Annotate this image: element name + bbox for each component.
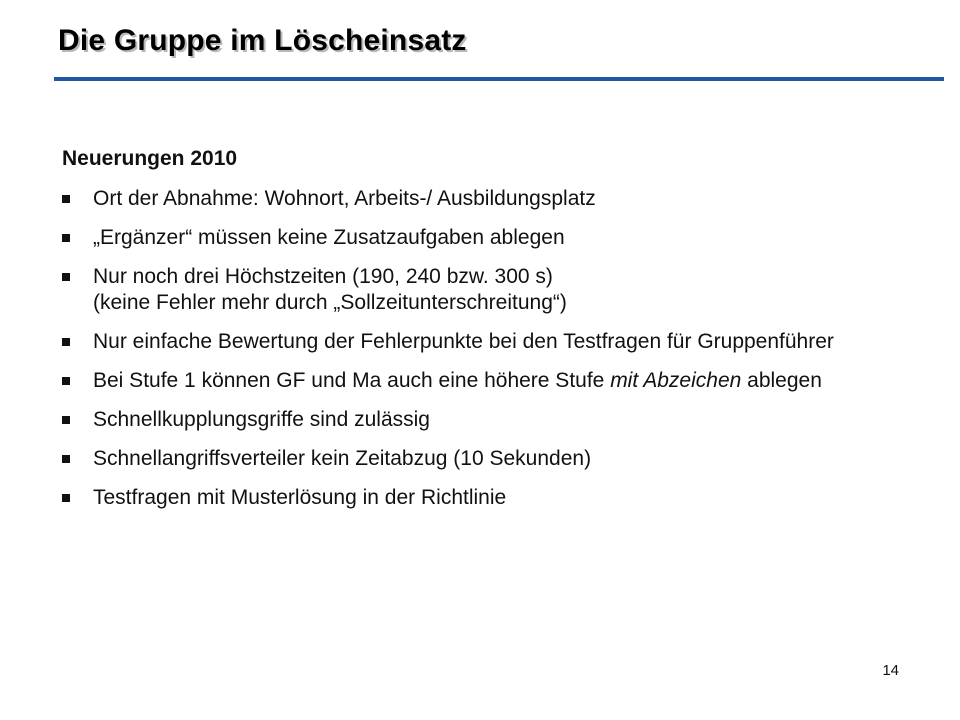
square-bullet-icon bbox=[62, 234, 70, 242]
square-bullet-icon bbox=[62, 377, 70, 385]
square-bullet-icon bbox=[62, 338, 70, 346]
bullet-text: Schnellkupplungsgriffe sind zulässig bbox=[93, 408, 430, 431]
bullet-item bbox=[62, 485, 912, 511]
section-heading: Neuerungen 2010 bbox=[62, 147, 238, 170]
bullet-item bbox=[62, 407, 912, 433]
bullet-text: „Ergänzer“ müssen keine Zusatzaufgaben ablegen bbox=[93, 226, 565, 249]
page-number: 14 bbox=[882, 662, 899, 679]
square-bullet-icon bbox=[62, 494, 70, 502]
square-bullet-icon bbox=[62, 195, 70, 203]
bullet-text-start: Bei Stufe 1 können GF und Ma auch eine höhere Stufe bbox=[93, 369, 611, 392]
square-bullet-icon bbox=[62, 455, 70, 463]
square-bullet-icon bbox=[62, 273, 70, 281]
title-divider bbox=[54, 77, 944, 81]
bullet-text-line-2: (keine Fehler mehr durch „Sollzeitunterschreitung“) bbox=[93, 291, 567, 314]
bullet-text: Nur einfache Bewertung der Fehlerpunkte bei den Testfragen für Gruppenführer bbox=[93, 330, 834, 353]
bullet-text: Testfragen mit Musterlösung in der Richtlinie bbox=[93, 486, 507, 509]
bullet-text: Ort der Abnahme: Wohnort, Arbeits-/ Ausbildungsplatz bbox=[93, 187, 596, 210]
slide-title: Die Gruppe im Löscheinsatz bbox=[58, 24, 467, 57]
bullet-text-end: ablegen bbox=[741, 369, 822, 392]
slide-content bbox=[62, 146, 912, 524]
bullet-text-line-1: Nur noch drei Höchstzeiten (190, 240 bzw. 300 s) bbox=[93, 265, 553, 288]
bullet-item bbox=[62, 186, 912, 212]
bullet-item bbox=[62, 225, 912, 251]
bullet-list bbox=[62, 186, 912, 511]
square-bullet-icon bbox=[62, 416, 70, 424]
bullet-item bbox=[62, 264, 912, 316]
bullet-item bbox=[62, 368, 912, 394]
bullet-item bbox=[62, 329, 912, 355]
bullet-text: Schnellangriffsverteiler kein Zeitabzug (10 Sekunden) bbox=[93, 447, 592, 470]
bullet-item bbox=[62, 446, 912, 472]
bullet-text-emphasis: mit Abzeichen bbox=[610, 369, 742, 392]
